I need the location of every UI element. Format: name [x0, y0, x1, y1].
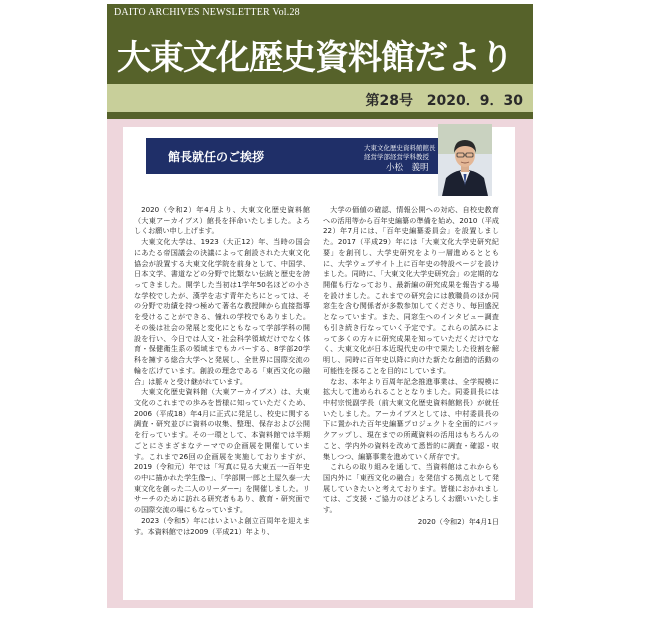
article-paragraph: なお、本年より百周年記念推進事業は、全学規模に拡大して進められることとなりました。同委員長には中村宗悦副学長（前大東文化歴史資料館館長）が就任いたしました。アーカイブスとしては、中村委員長の下に置かれた百年史編纂プロジェクトを全面的にバックアップし、現在までの所蔵資料の活用はもちろんのこと、学内外の資料を改めて悉皆的に調査・確認・収集しつつ、編纂事業を進めていく所存です。: [323, 376, 499, 461]
signature-date: 2020（令和2）年4月1日: [417, 516, 499, 526]
author-role-2: 経営学部経営学科教授: [364, 153, 429, 161]
article-title: 館長就任のご挨拶: [168, 150, 265, 164]
masthead: [107, 4, 533, 119]
issue-band: [107, 84, 533, 112]
article-paragraph: 大学の価値の確認、情報公開への対応、自校史教育への活用等から百年史編纂の準備を始め、2010（平成22）年7月には、「百年史編纂委員会」を設置しました。2017（平成29）年には「大東文化大学史研究紀要」を創刊し、大学史研究をより一層進めるとともに、大学ウェブサイト上に百年史の特設ページを設けました。同時に、「大東文化大学史研究会」の定期的な開催も行なっており、最新編の研究成果を報告する場を設けました。これまでの研究会には教職員のほか同窓生を含む関係者が多数参加してくださり、毎回盛況となっています。また、同窓生へのインタビュー調査も引き続き行なっていく予定です。これらの試みによって多くの方々に研究成果を知っていただくだけでなく、大東文化が日本近現代史の中で果たした役割を解明し、同時に百年史以降に向けた新たな創造的活動の可能性を探ることを目的にしています。: [323, 205, 499, 375]
article-column-right: [323, 205, 499, 545]
article-paragraph: 大東文化大学は、1923（大正12）年、当時の国会にあたる帝国議会の決議によって創設された大東文化協会が設置する大東文化学院を前身として、中国学、日本文学、書道などの分野で比類ない伝統と歴史を誇ってきました。開学した当初は1学年50名ほどの小さな学校でしたが、漢学を志す青年たちにとっては、その分野で功績を持つ極めて著名な教授陣から直接指導を受けることができる、憧れの学校でもありました。その後は社会の発展と変化にともなって学部学科の開設を行い、今日では人文・社会科学領域だけでなく体育・保健衛生系の領域までもカバーする、8学部20学科を擁する総合大学へと発展し、全世界に国際交流の輪を広げています。創設の理念である「東西文化の融合」は脈々と受け継がれています。: [134, 237, 310, 386]
author-role-1: 大東文化歴史資料館館長: [364, 144, 436, 152]
article-paragraph: これらの取り組みを通して、当資料館はこれからも国内外に「東西文化の融合」を発信する拠点として発展していきたいと考えております。皆様におかれましては、ご支援・ご協力のほどよろしくお願いいたします。: [323, 462, 499, 515]
issue-date: 2020．9．30: [426, 93, 523, 109]
person-portrait-icon: [438, 124, 492, 196]
article-banner: [146, 138, 484, 174]
issue-number: 第28号: [365, 93, 413, 109]
article-paragraph: 大東文化歴史資料館（大東アーカイブス）は、大東文化のこれまでの歩みを皆様に知っていただくため、2006（平成18）年4月に正式に発足し、校史に関する調査・研究並びに資料の収集、整理、保存および公開を行っています。その一環として、本資料館では半期ごとにさまざまなテーマでの企画展を開催しています。これまで26回の企画展を実施しておりますが、2019（令和元）年では「写真に見る大東五一─百年史の中に描かれた学生像─」、「学部開一郎と土屋久泰一大東文化を創った二人のリーダー─」を開催しました。リサーチのために訪れる研究者もあり、教育・研究面での国際交流の場にもなっています。: [134, 387, 310, 515]
article-paragraph: 2023（令和5）年にはいよいよ創立百周年を迎えます。本資料館では2009（平成21）年より、: [134, 515, 310, 536]
author-photo: [438, 124, 492, 196]
series-label: DAITO ARCHIVES NEWSLETTER Vol.28: [114, 7, 300, 18]
article-column-left: [134, 205, 310, 545]
author-name: 小松 義明: [386, 163, 429, 173]
newsletter-title: 大東文化歴史資料館だより: [117, 38, 513, 78]
article-paragraph: 2020（令和2）年4月より、大東文化歴史資料館（大東アーカイブス）館長を拝命いたしました。よろしくお願い申し上げます。: [134, 205, 310, 236]
